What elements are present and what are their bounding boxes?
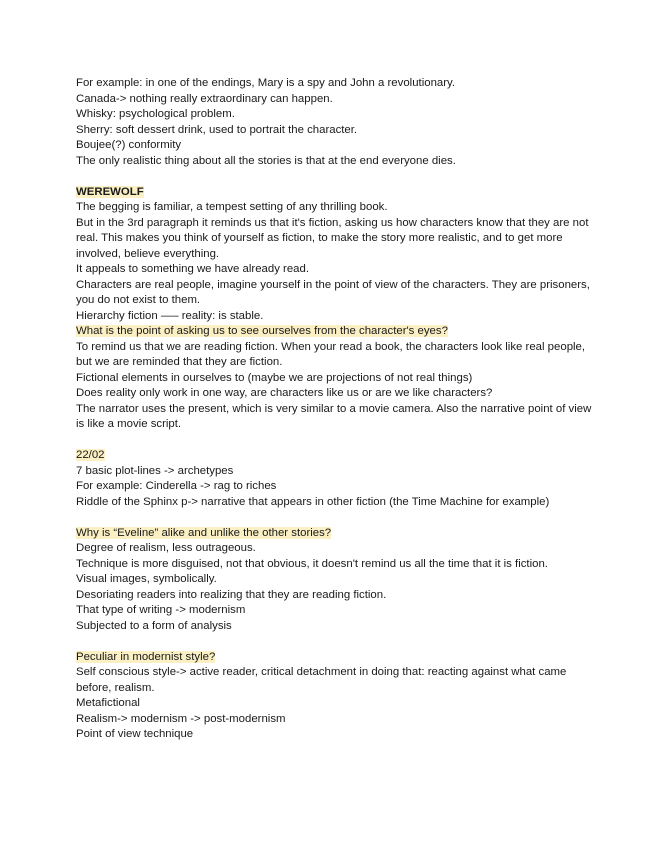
document-page — [76, 76, 596, 743]
spacer — [76, 634, 596, 650]
note-line: It appeals to something we have already read. — [76, 263, 310, 275]
note-line: Sherry: soft dessert drink, used to portrait the character. — [76, 123, 358, 136]
note-line: To remind us that we are reading fiction. When your read a book, the characters look like real people, but we are reminded that they are fiction. — [76, 340, 586, 368]
note-line: Does reality only work in one way, are characters like us or are we like characters? — [76, 387, 493, 399]
note-line: Degree of realism, less outrageous. — [76, 542, 256, 554]
notes-section-endings — [76, 76, 596, 169]
note-line: Point of view technique — [76, 728, 194, 740]
date-heading: 22/02 — [76, 449, 105, 461]
note-line: 7 basic plot-lines -> archetypes — [76, 464, 234, 477]
note-line: Self conscious style-> active reader, critical detachment in doing that: reacting against what came before, realism. — [76, 666, 567, 694]
highlighted-question: Peculiar in modernist style? — [76, 650, 216, 663]
notes-section-modernist — [76, 650, 596, 743]
note-line: Hierarchy fiction —– reality: is stable. — [76, 309, 264, 322]
note-line: The only realistic thing about all the stories is that at the end everyone dies. — [76, 154, 456, 167]
note-line: Technique is more disguised, not that obvious, it doesn't remind us all the time that it is fiction. — [76, 557, 548, 570]
note-line: Whisky: psychological problem. — [76, 108, 235, 120]
spacer — [76, 433, 596, 449]
note-line: Metafictional — [76, 697, 140, 709]
spacer — [76, 510, 596, 526]
note-line: Canada-> nothing really extraordinary can happen. — [76, 92, 333, 105]
note-line: That type of writing -> modernism — [76, 604, 246, 616]
note-line: Subjected to a form of analysis — [76, 619, 232, 632]
note-line: For example: Cinderella -> rag to riches — [76, 480, 277, 492]
note-line: Desoriating readers into realizing that they are reading fiction. — [76, 588, 387, 601]
note-line: Realism-> modernism -> post-modernism — [76, 712, 286, 725]
notes-section-dated — [76, 448, 596, 510]
note-line: Boujee(?) conformity — [76, 139, 182, 151]
note-line: Visual images, symbolically. — [76, 573, 217, 585]
note-line: The narrator uses the present, which is very similar to a movie camera. Also the narrative point of view is like a movie script. — [76, 402, 592, 430]
note-line: The begging is familiar, a tempest setting of any thrilling book. — [76, 201, 388, 213]
note-line: Fictional elements in ourselves to (maybe we are projections of not real things) — [76, 371, 473, 384]
highlighted-question: What is the point of asking us to see ourselves from the character's eyes? — [76, 325, 448, 337]
highlighted-question: Why is “Eveline” alike and unlike the other stories? — [76, 526, 332, 539]
notes-section-werewolf — [76, 185, 596, 433]
notes-section-eveline — [76, 526, 596, 635]
note-line: But in the 3rd paragraph it reminds us that it's fiction, asking us how characters know that they are not real. This makes you think of yourself as fiction, to make the story more realistic, and to get more involved, believe everything. — [76, 216, 589, 260]
note-line: Characters are real people, imagine yourself in the point of view of the characters. They are prisoners, you do not exist to them. — [76, 278, 590, 306]
note-line: For example: in one of the endings, Mary is a spy and John a revolutionary. — [76, 77, 456, 89]
note-line: Riddle of the Sphinx p-> narrative that appears in other fiction (the Time Machine for example) — [76, 495, 550, 508]
section-heading: WEREWOLF — [76, 185, 144, 198]
spacer — [76, 169, 596, 185]
